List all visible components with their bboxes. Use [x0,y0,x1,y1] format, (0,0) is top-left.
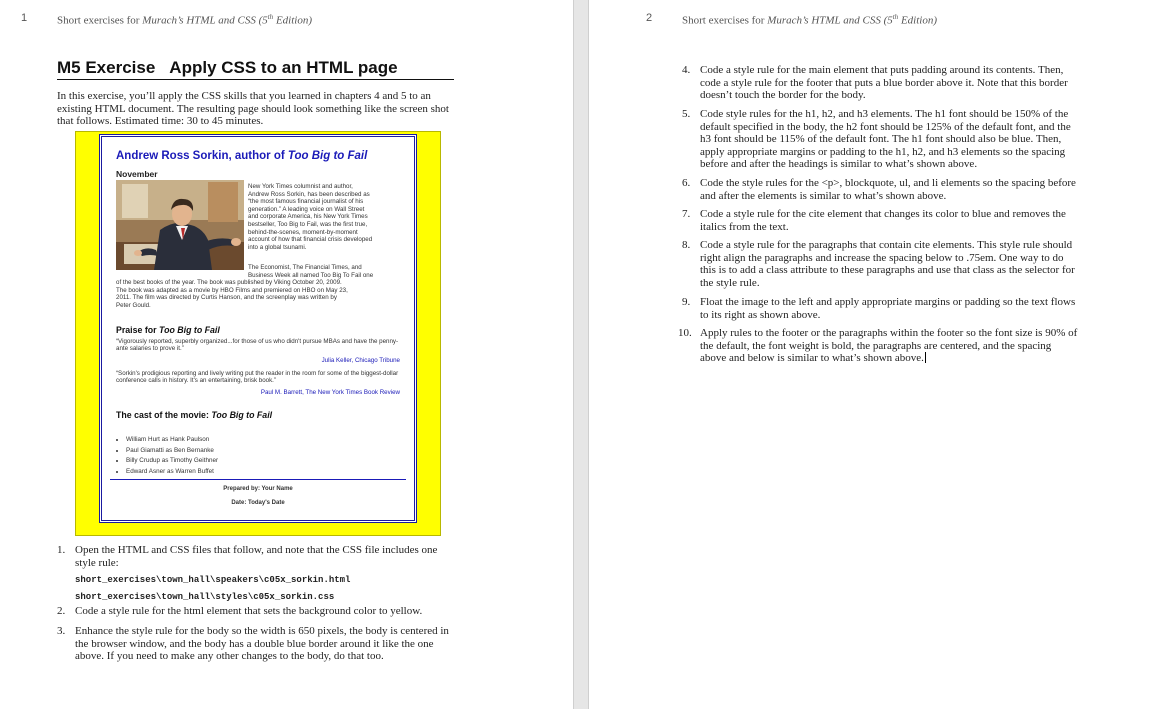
step-item [682,108,1078,171]
awards-line: The book was adapted as a movie by HBO Films and premiered on HBO on May 23, [116,286,348,294]
screenshot-heading [116,150,367,162]
page-gutter [573,0,589,709]
month-label: November [116,169,158,179]
header-suffix: Edition) [898,14,937,27]
praise-book: Too Big to Fail [159,325,220,335]
header-sup: th [267,13,274,21]
running-header [682,13,937,27]
footer-border [110,479,406,480]
step-item [682,239,1078,289]
screenshot-body [99,134,417,523]
cast-prefix: The cast of the movie: [116,410,212,420]
bio-line: behind-the-scenes, moment-by-moment [248,228,358,236]
page-number: 2 [646,12,653,24]
step-number: 7. [682,208,691,220]
step-text: Apply rules to the footer or the paragraphs within the footer so the font size is 90% of the default, the font weight is bold, the paragraphs are centered, and the spacing above and below is similar to what’s shown above. [700,327,1078,364]
header-suffix: Edition) [273,14,312,27]
step-text: Float the image to the left and apply appropriate margins or padding so the text flows to its right as shown above. [700,296,1076,321]
example-screenshot [75,131,441,536]
bio-line: account of how that financial crisis developed [248,236,373,244]
step-item [57,544,450,605]
awards-line: 2011. The film was directed by Curtis Hanson, and the screenplay was written by [116,294,337,302]
step-text: Code a style rule for the cite element that changes its color to blue and removes the italics from the text. [700,208,1066,233]
exercise-label: M5 Exercise [57,58,156,77]
awards-line: Business Week all named Too Big To Fail one [248,271,374,279]
quote-2: “Sorkin's prodigious reporting and lively writing put the reader in the room for some of the biggest-dollar conference calls in history. It's an entertaining, brisk book.” [116,370,399,385]
prepared-by: Prepared by: Your Name [223,486,293,492]
step-number: 5. [682,108,691,120]
code-path: short_exercises\town_hall\speakers\c05x_sorkin.html [75,575,351,585]
quote-1: “Vigorously reported, superbly organized...for those of us who didn't pursue MBAs and have the penny-ante salaries to prove it.” [116,338,399,353]
step-item [682,177,1078,202]
cite-2: Paul M. Barrett, The New York Times Book Review [260,389,400,396]
intro-paragraph: In this exercise, you’ll apply the CSS skills that you learned in chapters 4 and 5 to an existing HTML document. The resulting page should look something like the screen shot that follows. Estimated time: 30 to 45 minutes. [57,90,449,127]
sorkin-photo [116,180,244,270]
heading-book: Too Big to Fail [287,150,368,162]
step-item [682,296,1078,321]
cast-item: • Edward Asner as Warren Buffet [126,467,218,478]
step-number: 10. [678,327,692,339]
awards-paragraph-end [116,279,416,309]
step-number: 2. [57,605,66,617]
cast-list [116,435,218,477]
step-number: 6. [682,177,691,189]
awards-line: of the best books of the year. The book was published by Viking October 20, 2009. [116,279,342,286]
cast-heading [116,410,272,420]
step-text: Code the style rules for the <p>, blockquote, ul, and li elements so the spacing before and after the elements is similar to what’s shown above. [700,177,1076,202]
step-text: Enhance the style rule for the body so the width is 650 pixels, the body is centered in the browser window, and the body has a double blue border around it like the one above. If you need to make any other changes to the body, do that too. [75,625,449,662]
step-item [682,208,1078,233]
step-item [57,625,450,663]
exercise-title: Apply CSS to an HTML page [169,58,398,77]
awards-line: Peter Gould. [116,301,151,309]
header-prefix: Short exercises for [57,14,143,27]
bio-line: bestseller, Too Big to Fail, was the first true, [248,220,368,228]
step-item [678,327,1078,365]
document-page-2 [589,0,1162,709]
page-number: 1 [21,12,28,24]
step-number: 4. [682,64,691,76]
awards-paragraph-start [248,264,408,279]
step-number: 8. [682,239,691,251]
step-text: Code a style rule for the paragraphs that contain cite elements. This style rule should right align the paragraphs and increase the spacing below to .75em. One way to do this is to add a class attribute to these paragraphs and use that class as the selector for the style rule. [700,239,1075,289]
running-header [57,13,312,27]
document-page-1 [0,0,573,709]
step-number: 3. [57,625,66,637]
cast-book: Too Big to Fail [211,410,273,420]
step-text: Code a style rule for the main element that puts padding around its contents. Then, code a style rule for the footer that puts a blue border above it. Note that this border doesn’t touch the border for the body. [700,64,1068,101]
header-sup: th [892,13,899,21]
bio-paragraph [248,183,408,251]
bio-line: “the most famous financial journalist of his [248,198,364,206]
text-cursor [925,352,926,363]
cite-1: Julia Keller, Chicago Tribune [321,357,400,364]
step-item [682,64,1078,102]
date-line: Date: Today's Date [231,500,285,506]
exercise-heading [57,58,454,80]
praise-prefix: Praise for [116,325,160,335]
bio-line: generation.” A leading voice on Wall Street [248,205,365,213]
bio-line: New York Times columnist and author, [248,183,353,190]
code-path: short_exercises\town_hall\styles\c05x_sorkin.css [75,592,335,602]
header-book: Murach’s HTML and CSS (5 [767,14,893,27]
bio-line: into a global tsunami. [248,243,307,251]
step-text: Code a style rule for the html element that sets the background color to yellow. [75,605,423,617]
praise-heading [116,325,220,335]
step-number: 9. [682,296,691,308]
awards-line: The Economist, The Financial Times, and [248,264,362,271]
cast-item: • Billy Crudup as Timothy Geithner [126,456,218,467]
bio-line: and corporate America, his New York Times [248,213,368,221]
cast-item: • Paul Giamatti as Ben Bernanke [126,446,218,457]
bio-line: Andrew Ross Sorkin, has been described as [248,190,370,198]
header-prefix: Short exercises for [682,14,768,27]
cast-item: • William Hurt as Hank Paulson [126,435,218,446]
step-text: Open the HTML and CSS files that follow, and note that the CSS file includes one style rule: [75,544,438,569]
header-book: Murach’s HTML and CSS (5 [142,14,268,27]
step-item [57,605,450,618]
step-text: Code style rules for the h1, h2, and h3 elements. The h1 font should be 150% of the default specified in the body, the h2 font should be 125% of the default font, and the h3 font should be 115% of the default font. The h1 font should also be blue. Then, apply appropriate margins or padding to the h1, h2, and h3 elements so the spacing before and after the headings is similar to what’s shown above. [700,108,1071,170]
step-number: 1. [57,544,66,556]
heading-prefix: Andrew Ross Sorkin, author of [116,150,288,162]
